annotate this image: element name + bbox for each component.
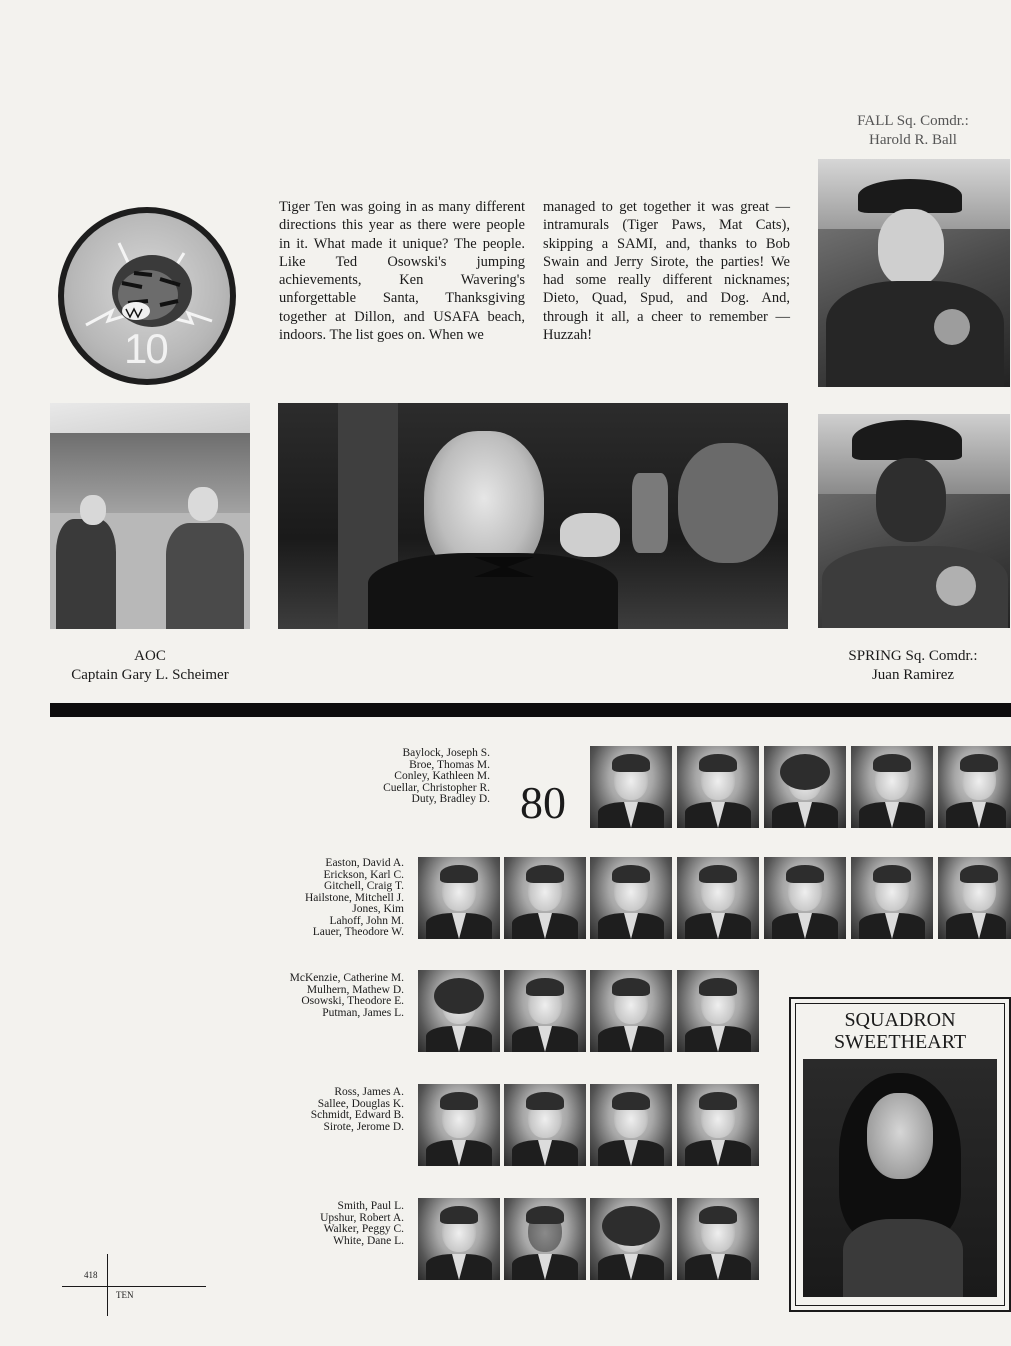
sweetheart-title-line-1: SQUADRON — [844, 1009, 956, 1031]
cadet-portrait — [504, 1084, 586, 1166]
story-column-2: managed to get together it was great — intramurals (Tiger Paws, Mat Cats), skipping a SAMI, and, thanks to Bob Swain and Jerry Sirote, the parties! We had some really different nicknames; Dieto, Quad, Spud, and Dog. And, through it all, a cheer to remember — Huzzah! — [543, 199, 790, 344]
cadet-portrait — [677, 857, 759, 939]
section-label: TEN — [116, 1290, 134, 1300]
cadet-name: Erickson, Karl C. — [323, 868, 404, 881]
roster-row-2-names — [204, 858, 404, 939]
cadet-portrait — [590, 857, 672, 939]
fall-commander-name: Harold R. Ball — [869, 132, 957, 148]
cadet-name: Sirote, Jerome D. — [323, 1120, 404, 1133]
cadet-portrait — [504, 970, 586, 1052]
page-marker-vertical-rule — [107, 1254, 108, 1316]
cadet-portrait — [677, 1198, 759, 1280]
cadet-portrait — [938, 857, 1011, 939]
cadet-name: Lahoff, John M. — [329, 914, 404, 927]
cadet-name: Jones, Kim — [352, 903, 404, 915]
sweetheart-photo — [803, 1059, 997, 1297]
cadet-name: McKenzie, Catherine M. — [289, 972, 404, 984]
cadet-name: Hailstone, Mitchell J. — [304, 891, 404, 904]
cadet-portrait — [504, 1198, 586, 1280]
cadet-portrait — [677, 970, 759, 1052]
cadet-name: Broe, Thomas M. — [409, 758, 490, 771]
page-number: 418 — [84, 1270, 98, 1280]
cadet-portrait — [764, 746, 846, 828]
spring-commander-photo — [818, 414, 1010, 628]
patch-number: 10 — [124, 325, 167, 372]
spring-commander-caption — [818, 647, 1008, 685]
cadet-name: Sallee, Douglas K. — [317, 1097, 404, 1110]
story-column-1: Tiger Ten was going in as many different directions this year as there were people in it. What made it unique? The people. Like Ted Osowski's jumping achievements, Ken Wavering's unforgettable Santa, Thanksgiving together at Dillon, and USAFA beach, indoors. The list goes on. When we — [279, 199, 525, 344]
cadet-name: Putman, James L. — [322, 1006, 404, 1019]
roster-row-5-names — [204, 1201, 404, 1247]
cadet-name: Smith, Paul L. — [337, 1200, 404, 1212]
aoc-photo — [50, 403, 250, 629]
roster-row-4-names — [204, 1087, 404, 1133]
page-marker-horizontal-rule — [62, 1286, 206, 1287]
squadron-sweetheart-box — [789, 997, 1011, 1312]
sweetheart-title-line-2: SWEETHEART — [833, 1031, 967, 1053]
cadet-name: Mulhern, Mathew D. — [306, 983, 404, 996]
cadet-name: Cuellar, Christopher R. — [383, 781, 490, 794]
fall-commander-title: FALL Sq. Comdr.: — [857, 113, 969, 129]
cadet-portrait — [418, 970, 500, 1052]
cadet-portrait — [677, 1084, 759, 1166]
squadron-patch — [58, 207, 236, 385]
cadet-portrait — [764, 857, 846, 939]
cadet-name: Upshur, Robert A. — [320, 1211, 404, 1224]
cadet-portrait — [677, 746, 759, 828]
cadet-portrait — [851, 857, 933, 939]
cadet-name: Easton, David A. — [325, 857, 404, 869]
cadet-portrait — [418, 857, 500, 939]
cadet-name: Schmidt, Edward B. — [310, 1109, 404, 1121]
section-divider — [50, 703, 1011, 717]
cadet-portrait — [590, 970, 672, 1052]
fall-commander-caption — [818, 112, 1008, 150]
cadet-portrait — [590, 1084, 672, 1166]
cadet-name: Lauer, Theodore W. — [312, 926, 404, 938]
roster-row-3-names — [204, 973, 404, 1019]
cadet-portrait — [504, 857, 586, 939]
cadet-name: Ross, James A. — [334, 1086, 404, 1098]
cadet-portrait — [938, 746, 1011, 828]
cadet-name: Osowski, Theodore E. — [301, 995, 404, 1007]
cadet-name: Duty, Bradley D. — [411, 793, 490, 805]
aoc-name: Captain Gary L. Scheimer — [71, 667, 229, 683]
cadet-name: Conley, Kathleen M. — [394, 770, 490, 782]
cadet-portrait — [418, 1198, 500, 1280]
sweetheart-title — [791, 1009, 1009, 1053]
aoc-title: AOC — [134, 648, 166, 664]
cadet-name: Baylock, Joseph S. — [402, 747, 490, 759]
aoc-caption — [40, 647, 260, 685]
cadet-portrait — [851, 746, 933, 828]
cadet-portrait — [590, 1198, 672, 1280]
cadet-name: Gitchell, Craig T. — [323, 880, 404, 892]
cadet-portrait — [418, 1084, 500, 1166]
banquet-photo — [278, 403, 788, 629]
cadet-portrait — [590, 746, 672, 828]
class-year: 80 — [520, 777, 566, 828]
cadet-name: Walker, Peggy C. — [323, 1223, 404, 1235]
spring-commander-name: Juan Ramirez — [871, 667, 955, 683]
fall-commander-photo — [818, 159, 1010, 387]
roster-row-1-names — [290, 748, 490, 806]
cadet-name: White, Dane L. — [333, 1234, 404, 1247]
spring-commander-title: SPRING Sq. Comdr.: — [848, 648, 978, 664]
